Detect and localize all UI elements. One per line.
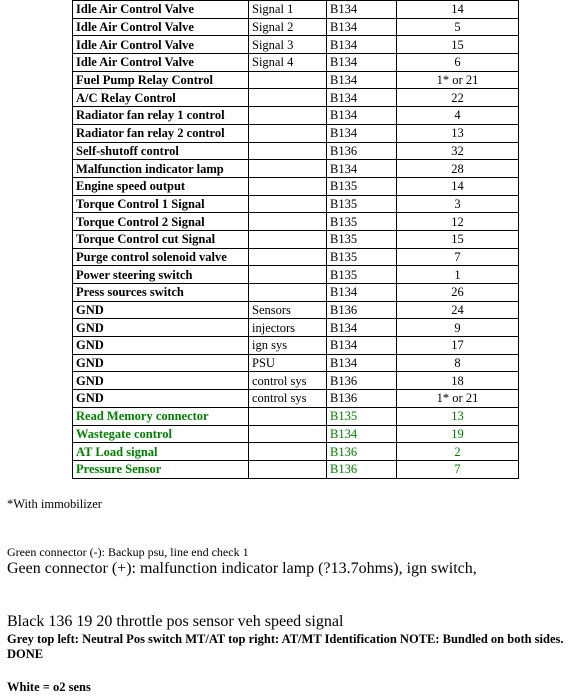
connector-cell: B134 bbox=[327, 36, 397, 54]
function-cell: Self-shutoff control bbox=[73, 142, 249, 160]
connector-cell: B136 bbox=[327, 443, 397, 461]
connector-cell: B134 bbox=[327, 107, 397, 125]
connector-cell: B135 bbox=[327, 230, 397, 248]
table-row bbox=[73, 195, 519, 213]
connector-cell: B134 bbox=[327, 89, 397, 107]
table-row bbox=[73, 319, 519, 337]
signal-cell bbox=[249, 230, 327, 248]
function-cell: GND bbox=[73, 354, 249, 372]
connector-cell: B134 bbox=[327, 1, 397, 19]
connector-cell: B134 bbox=[327, 284, 397, 302]
signal-cell: Sensors bbox=[249, 301, 327, 319]
signal-cell bbox=[249, 248, 327, 266]
table-row bbox=[73, 89, 519, 107]
pin-cell: 19 bbox=[397, 425, 519, 443]
pin-cell: 1* or 21 bbox=[397, 390, 519, 408]
table-row bbox=[73, 230, 519, 248]
pin-cell: 14 bbox=[397, 1, 519, 19]
table-row bbox=[73, 372, 519, 390]
table-row bbox=[73, 36, 519, 54]
signal-cell: Signal 2 bbox=[249, 18, 327, 36]
connector-cell: B135 bbox=[327, 177, 397, 195]
white-connector-note: White = o2 sens bbox=[7, 680, 91, 694]
function-cell: Pressure Sensor bbox=[73, 460, 249, 478]
table-row bbox=[73, 460, 519, 478]
pin-cell: 14 bbox=[397, 177, 519, 195]
table-row bbox=[73, 71, 519, 89]
pin-table bbox=[72, 0, 519, 479]
connector-cell: B136 bbox=[327, 460, 397, 478]
pin-cell: 13 bbox=[397, 124, 519, 142]
pin-cell: 24 bbox=[397, 301, 519, 319]
pin-cell: 2 bbox=[397, 443, 519, 461]
function-cell: Fuel Pump Relay Control bbox=[73, 71, 249, 89]
signal-cell: Signal 4 bbox=[249, 54, 327, 72]
function-cell: Read Memory connector bbox=[73, 407, 249, 425]
function-cell: GND bbox=[73, 337, 249, 355]
table-row bbox=[73, 107, 519, 125]
function-cell: Idle Air Control Valve bbox=[73, 36, 249, 54]
pin-cell: 18 bbox=[397, 372, 519, 390]
function-cell: Purge control solenoid valve bbox=[73, 248, 249, 266]
connector-cell: B136 bbox=[327, 372, 397, 390]
pin-cell: 7 bbox=[397, 248, 519, 266]
pin-cell: 32 bbox=[397, 142, 519, 160]
connector-cell: B134 bbox=[327, 124, 397, 142]
connector-cell: B134 bbox=[327, 71, 397, 89]
connector-cell: B134 bbox=[327, 54, 397, 72]
function-cell: A/C Relay Control bbox=[73, 89, 249, 107]
pin-cell: 12 bbox=[397, 213, 519, 231]
pin-cell: 7 bbox=[397, 460, 519, 478]
table-row bbox=[73, 266, 519, 284]
pin-cell: 3 bbox=[397, 195, 519, 213]
table-row bbox=[73, 160, 519, 178]
pin-cell: 26 bbox=[397, 284, 519, 302]
signal-cell bbox=[249, 71, 327, 89]
pin-cell: 5 bbox=[397, 18, 519, 36]
table-row bbox=[73, 213, 519, 231]
table-row bbox=[73, 337, 519, 355]
pin-cell: 4 bbox=[397, 107, 519, 125]
signal-cell bbox=[249, 142, 327, 160]
table-row bbox=[73, 443, 519, 461]
table-row bbox=[73, 1, 519, 19]
function-cell: Radiator fan relay 1 control bbox=[73, 107, 249, 125]
table-row bbox=[73, 124, 519, 142]
signal-cell: injectors bbox=[249, 319, 327, 337]
signal-cell bbox=[249, 266, 327, 284]
function-cell: GND bbox=[73, 301, 249, 319]
pin-cell: 22 bbox=[397, 89, 519, 107]
signal-cell bbox=[249, 89, 327, 107]
table-row bbox=[73, 425, 519, 443]
table-row bbox=[73, 248, 519, 266]
table-row bbox=[73, 54, 519, 72]
function-cell: Engine speed output bbox=[73, 177, 249, 195]
green-connector-minus-note: Green connector (-): Backup psu, line end check 1 bbox=[7, 545, 249, 559]
connector-cell: B136 bbox=[327, 301, 397, 319]
connector-cell: B135 bbox=[327, 248, 397, 266]
signal-cell bbox=[249, 124, 327, 142]
immobilizer-footnote: *With immobilizer bbox=[7, 497, 102, 511]
pin-cell: 1* or 21 bbox=[397, 71, 519, 89]
connector-cell: B136 bbox=[327, 142, 397, 160]
signal-cell bbox=[249, 407, 327, 425]
pin-cell: 9 bbox=[397, 319, 519, 337]
signal-cell bbox=[249, 195, 327, 213]
table-row bbox=[73, 354, 519, 372]
pin-cell: 15 bbox=[397, 36, 519, 54]
signal-cell: PSU bbox=[249, 354, 327, 372]
pin-cell: 15 bbox=[397, 230, 519, 248]
function-cell: Torque Control cut Signal bbox=[73, 230, 249, 248]
pin-cell: 1 bbox=[397, 266, 519, 284]
function-cell: Radiator fan relay 2 control bbox=[73, 124, 249, 142]
function-cell: AT Load signal bbox=[73, 443, 249, 461]
function-cell: Idle Air Control Valve bbox=[73, 54, 249, 72]
function-cell: Wastegate control bbox=[73, 425, 249, 443]
grey-connector-note: Grey top left: Neutral Pos switch MT/AT top right: AT/MT Identification NOTE: Bundled on both sides. DONE bbox=[7, 632, 564, 661]
connector-cell: B135 bbox=[327, 195, 397, 213]
connector-cell: B135 bbox=[327, 407, 397, 425]
function-cell: Press sources switch bbox=[73, 284, 249, 302]
signal-cell bbox=[249, 177, 327, 195]
connector-cell: B134 bbox=[327, 319, 397, 337]
signal-cell bbox=[249, 284, 327, 302]
function-cell: Idle Air Control Valve bbox=[73, 1, 249, 19]
function-cell: Idle Air Control Valve bbox=[73, 18, 249, 36]
function-cell: Torque Control 2 Signal bbox=[73, 213, 249, 231]
signal-cell bbox=[249, 443, 327, 461]
signal-cell bbox=[249, 425, 327, 443]
pin-cell: 28 bbox=[397, 160, 519, 178]
green-connector-plus-note: Geen connector (+): malfunction indicator lamp (?13.7ohms), ign switch, bbox=[7, 560, 477, 577]
signal-cell: Signal 3 bbox=[249, 36, 327, 54]
pin-cell: 17 bbox=[397, 337, 519, 355]
black-136-note: Black 136 19 20 throttle pos sensor veh speed signal bbox=[7, 613, 344, 630]
connector-cell: B134 bbox=[327, 160, 397, 178]
signal-cell bbox=[249, 213, 327, 231]
signal-cell bbox=[249, 160, 327, 178]
signal-cell: ign sys bbox=[249, 337, 327, 355]
pin-table-body bbox=[73, 1, 519, 479]
function-cell: GND bbox=[73, 319, 249, 337]
connector-cell: B134 bbox=[327, 354, 397, 372]
table-row bbox=[73, 390, 519, 408]
table-row bbox=[73, 142, 519, 160]
signal-cell: control sys bbox=[249, 372, 327, 390]
signal-cell: control sys bbox=[249, 390, 327, 408]
signal-cell bbox=[249, 107, 327, 125]
connector-cell: B134 bbox=[327, 18, 397, 36]
connector-cell: B135 bbox=[327, 213, 397, 231]
table-row bbox=[73, 301, 519, 319]
pin-cell: 6 bbox=[397, 54, 519, 72]
table-row bbox=[73, 177, 519, 195]
signal-cell: Signal 1 bbox=[249, 1, 327, 19]
signal-cell bbox=[249, 460, 327, 478]
pin-cell: 13 bbox=[397, 407, 519, 425]
function-cell: Power steering switch bbox=[73, 266, 249, 284]
table-row bbox=[73, 284, 519, 302]
function-cell: Torque Control 1 Signal bbox=[73, 195, 249, 213]
connector-cell: B136 bbox=[327, 390, 397, 408]
table-row bbox=[73, 407, 519, 425]
table-row bbox=[73, 18, 519, 36]
pin-cell: 8 bbox=[397, 354, 519, 372]
connector-cell: B134 bbox=[327, 425, 397, 443]
connector-cell: B135 bbox=[327, 266, 397, 284]
connector-cell: B134 bbox=[327, 337, 397, 355]
function-cell: Malfunction indicator lamp bbox=[73, 160, 249, 178]
function-cell: GND bbox=[73, 390, 249, 408]
function-cell: GND bbox=[73, 372, 249, 390]
